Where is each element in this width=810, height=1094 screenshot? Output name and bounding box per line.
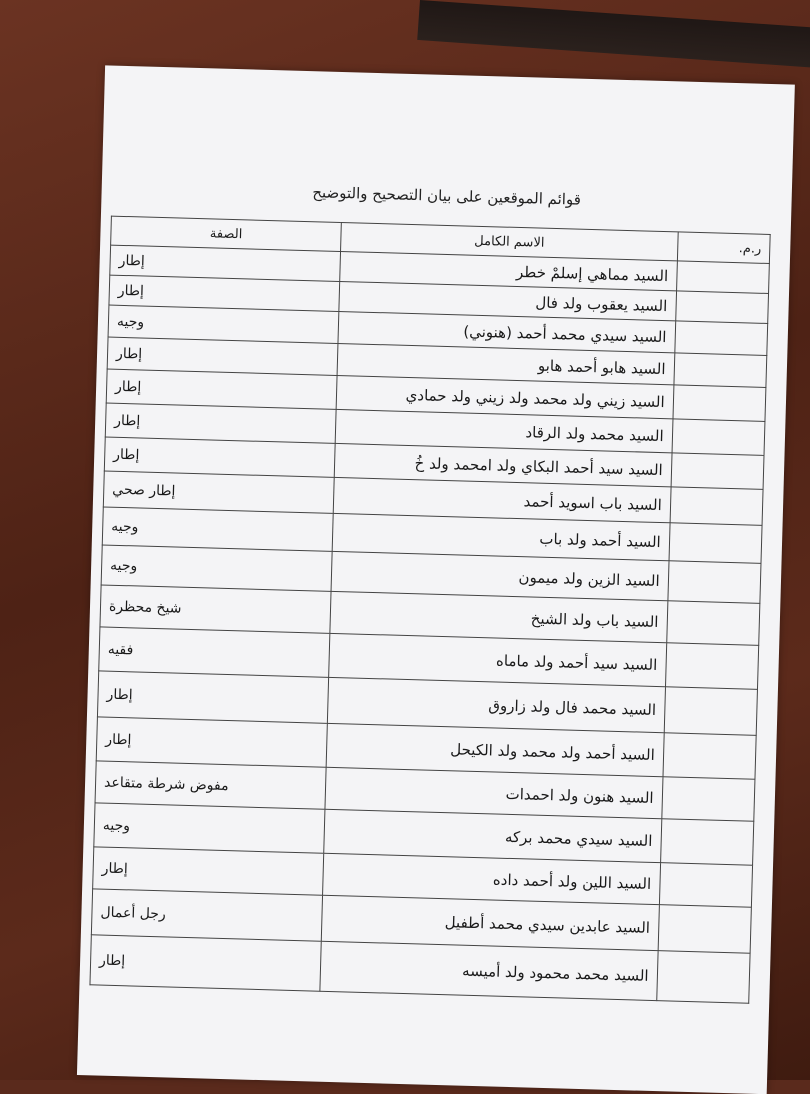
- row-name-cell: السيد باب اسويد أحمد: [334, 477, 671, 522]
- row-name-cell: السيد أحمد ولد محمد ولد الكيحل: [326, 723, 663, 776]
- row-name-cell: السيد أحمد ولد باب: [332, 513, 669, 560]
- signatories-table: [89, 216, 770, 1004]
- row-number-cell: [675, 291, 768, 324]
- row-number-cell: [675, 321, 768, 356]
- row-role-cell: إطار: [96, 717, 327, 767]
- row-name-cell: السيد عابدين سيدي محمد أطفيل: [322, 895, 660, 950]
- row-number-cell: [663, 733, 757, 780]
- row-number-cell: [676, 261, 769, 294]
- paper-sheet: [77, 65, 795, 1094]
- header-role: الصفة: [111, 216, 342, 251]
- row-number-cell: [664, 687, 758, 736]
- row-role-cell: إطار: [110, 245, 341, 281]
- row-number-cell: [670, 487, 763, 526]
- row-role-cell: وجيه: [94, 803, 325, 853]
- header-number: ر.م.: [677, 232, 770, 264]
- row-name-cell: السيد هنون ولد احمدات: [325, 767, 662, 818]
- row-role-cell: إطار: [93, 847, 324, 895]
- row-number-cell: [668, 561, 761, 604]
- row-number-cell: [674, 353, 767, 388]
- row-role-cell: مفوض شرطة متقاعد: [95, 761, 326, 809]
- table-body: [90, 245, 769, 1003]
- row-number-cell: [665, 643, 759, 690]
- row-role-cell: رجل أعمال: [91, 889, 322, 941]
- row-role-cell: فقيه: [99, 627, 330, 677]
- row-number-cell: [672, 419, 765, 456]
- row-name-cell: السيد يعقوب ولد فال: [339, 282, 676, 321]
- row-role-cell: وجيه: [102, 507, 333, 551]
- row-number-cell: [658, 905, 752, 954]
- row-number-cell: [671, 453, 764, 490]
- row-role-cell: وجيه: [108, 305, 339, 343]
- row-number-cell: [659, 863, 752, 908]
- document-title: قوائم الموقعين على بيان التصحيح والتوضيح: [312, 183, 582, 209]
- row-name-cell: السيد هابو أحمد هابو: [337, 343, 674, 384]
- row-role-cell: إطار: [97, 671, 328, 723]
- row-name-cell: السيد سيد أحمد ولد ماماه: [329, 633, 666, 686]
- row-role-cell: إطار صحي: [103, 471, 334, 513]
- row-name-cell: السيد محمد ولد الرقاد: [335, 409, 672, 452]
- row-number-cell: [656, 951, 750, 1004]
- row-number-cell: [660, 819, 754, 866]
- row-role-cell: إطار: [107, 337, 338, 375]
- row-name-cell: السيد اللين ولد أحمد داده: [323, 853, 660, 904]
- row-role-cell: إطار: [104, 437, 335, 477]
- row-number-cell: [669, 523, 762, 564]
- row-role-cell: شيخ محظرة: [100, 585, 331, 633]
- row-role-cell: إطار: [109, 275, 340, 311]
- row-role-cell: إطار: [105, 403, 336, 443]
- row-name-cell: السيد الزين ولد ميمون: [331, 551, 668, 600]
- row-name-cell: السيد سيدي محمد بركه: [324, 809, 661, 862]
- row-name-cell: السيد سيدي محمد أحمد (هنوني): [338, 311, 675, 352]
- row-number-cell: [666, 601, 759, 646]
- row-number-cell: [662, 777, 755, 822]
- row-name-cell: السيد سيد أحمد البكاي ولد امحمد ولد خُ: [335, 443, 672, 486]
- row-name-cell: السيد مماهي إسلمْ خطر: [340, 252, 677, 291]
- row-role-cell: وجيه: [101, 545, 332, 591]
- row-name-cell: السيد محمد محمود ولد أميسه: [320, 941, 658, 1000]
- row-name-cell: السيد محمد فال ولد زاروق: [328, 677, 666, 732]
- row-role-cell: إطار: [90, 935, 322, 991]
- header-full-name: الاسم الكامل: [341, 223, 678, 261]
- row-number-cell: [673, 385, 766, 422]
- row-name-cell: السيد زيني ولد محمد ولد زيني ولد حمادي: [336, 375, 673, 418]
- row-role-cell: إطار: [106, 369, 337, 409]
- row-name-cell: السيد باب ولد الشيخ: [330, 591, 667, 642]
